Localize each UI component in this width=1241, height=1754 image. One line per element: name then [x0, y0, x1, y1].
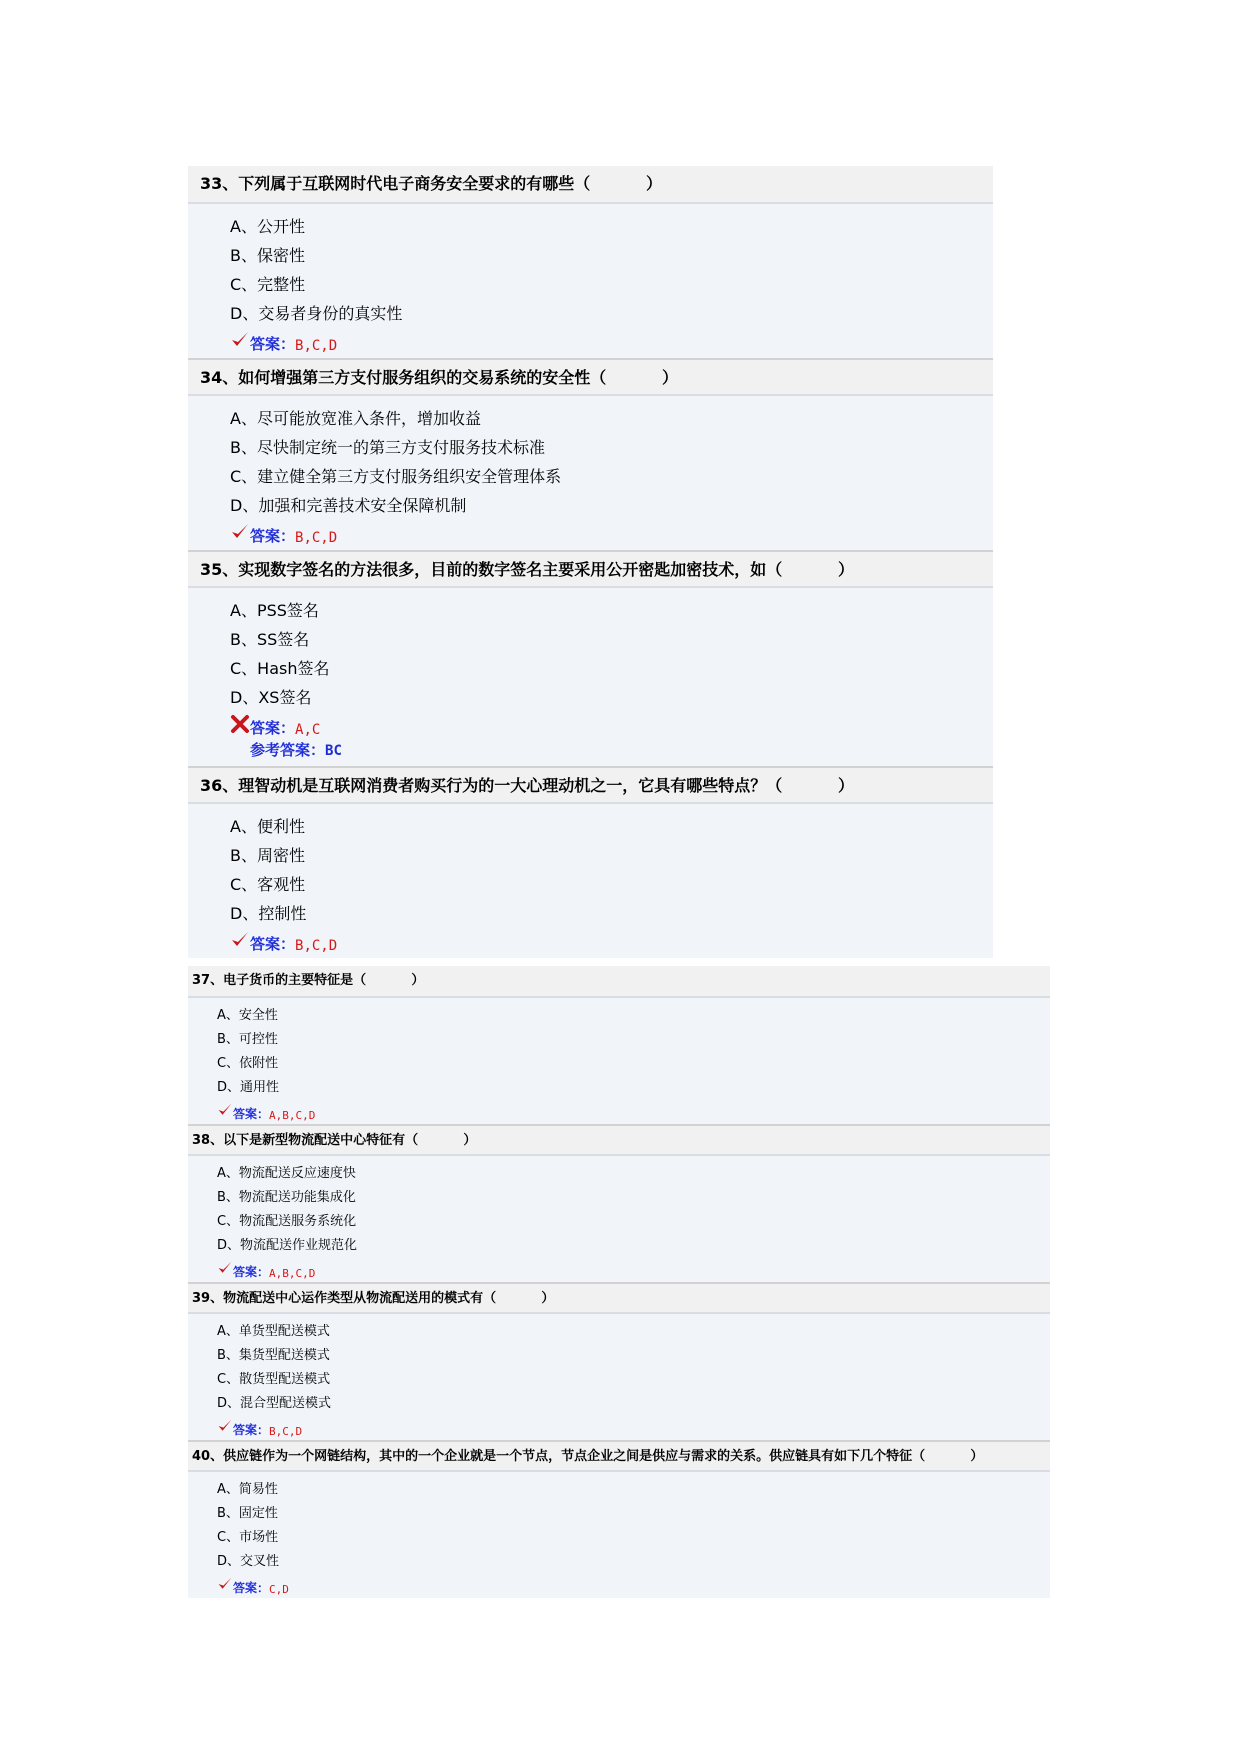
answer-line [217, 1258, 1050, 1280]
question-body [188, 588, 993, 766]
answer-label: 答案： [250, 935, 296, 953]
answer-value: A,B,C,D [269, 1267, 316, 1280]
question-item [188, 766, 993, 958]
question-body [188, 1156, 1050, 1282]
question-item [188, 166, 993, 358]
question-item [188, 358, 993, 550]
option-item: D、XS签名 [230, 688, 312, 707]
question-title: 38、以下是新型物流配送中心特征有（ ） [188, 1124, 1050, 1156]
option-item: A、PSS签名 [230, 601, 319, 620]
reference-answer-value: BC [325, 743, 342, 759]
answer-value: B,C,D [295, 338, 338, 354]
answer-label: 答案： [233, 1265, 270, 1279]
option-item: C、建立健全第三方支付服务组织安全管理体系 [230, 467, 562, 486]
option-item: C、物流配送服务系统化 [217, 1214, 357, 1229]
option-item: D、通用性 [217, 1080, 280, 1095]
question-body [188, 204, 993, 358]
option-item: B、固定性 [217, 1506, 278, 1521]
question-group-1 [188, 166, 993, 958]
cross-icon [230, 714, 250, 738]
option-item: D、交易者身份的真实性 [230, 304, 403, 323]
option-item: B、可控性 [217, 1032, 278, 1047]
question-body [188, 998, 1050, 1124]
answer-label: 答案： [250, 527, 296, 545]
answer-value: A,C [295, 722, 321, 738]
answer-label: 答案： [233, 1107, 270, 1121]
question-item [188, 1440, 1050, 1598]
option-item: C、依附性 [217, 1056, 279, 1071]
option-item: D、物流配送作业规范化 [217, 1238, 358, 1253]
question-item [188, 550, 993, 766]
option-item: B、SS签名 [230, 630, 310, 649]
question-title: 39、物流配送中心运作类型从物流配送用的模式有（ ） [188, 1282, 1050, 1314]
option-item: A、物流配送反应速度快 [217, 1166, 356, 1181]
option-item: B、尽快制定统一的第三方支付服务技术标准 [230, 438, 545, 457]
answer-line [217, 1574, 1050, 1596]
question-item [188, 1282, 1050, 1440]
answer-line [230, 928, 993, 954]
check-icon [217, 1102, 233, 1122]
answer-line [230, 712, 993, 738]
option-item: C、市场性 [217, 1530, 279, 1545]
answer-label: 答案： [233, 1423, 270, 1437]
answer-value: A,B,C,D [269, 1109, 316, 1122]
option-item: B、物流配送功能集成化 [217, 1190, 356, 1205]
reference-answer-line [230, 738, 993, 762]
option-item: A、单货型配送模式 [217, 1324, 330, 1339]
answer-value: B,C,D [295, 938, 338, 954]
option-item: A、简易性 [217, 1482, 278, 1497]
option-item: C、客观性 [230, 875, 306, 894]
question-item [188, 1124, 1050, 1282]
answer-line [230, 328, 993, 354]
check-icon [217, 1260, 233, 1280]
option-item: C、散货型配送模式 [217, 1372, 331, 1387]
question-body [188, 1472, 1050, 1598]
check-icon [230, 522, 250, 546]
answer-label: 答案： [250, 719, 296, 737]
answer-label: 答案： [233, 1581, 270, 1595]
question-title: 34、如何增强第三方支付服务组织的交易系统的安全性（ ） [188, 358, 993, 396]
question-group-2 [188, 966, 1050, 1598]
check-icon [230, 930, 250, 954]
answer-line [217, 1100, 1050, 1122]
answer-line [230, 520, 993, 546]
answer-value: C,D [269, 1583, 289, 1596]
option-item: A、公开性 [230, 217, 305, 236]
option-item: A、尽可能放宽准入条件，增加收益 [230, 409, 481, 428]
answer-label: 答案： [250, 335, 296, 353]
check-icon [230, 330, 250, 354]
option-item: C、完整性 [230, 275, 306, 294]
question-title: 40、供应链作为一个网链结构，其中的一个企业就是一个节点，节点企业之间是供应与需求的关系。供应链具有如下几个特征（ ） [188, 1440, 1050, 1472]
question-body [188, 804, 993, 958]
option-item: D、交叉性 [217, 1554, 280, 1569]
answer-value: B,C,D [295, 530, 338, 546]
reference-answer-label: 参考答案： [250, 741, 326, 759]
option-item: B、周密性 [230, 846, 305, 865]
option-item: D、混合型配送模式 [217, 1396, 332, 1411]
question-title: 37、电子货币的主要特征是（ ） [188, 966, 1050, 998]
option-item: A、便利性 [230, 817, 305, 836]
question-title: 33、下列属于互联网时代电子商务安全要求的有哪些（ ） [188, 166, 993, 204]
question-body [188, 1314, 1050, 1440]
check-icon [217, 1576, 233, 1596]
option-item: A、安全性 [217, 1008, 278, 1023]
option-item: D、控制性 [230, 904, 307, 923]
check-icon [217, 1418, 233, 1438]
option-item: B、保密性 [230, 246, 305, 265]
option-item: D、加强和完善技术安全保障机制 [230, 496, 467, 515]
question-title: 35、实现数字签名的方法很多，目前的数字签名主要采用公开密匙加密技术，如（ ） [188, 550, 993, 588]
question-item [188, 966, 1050, 1124]
question-body [188, 396, 993, 550]
question-title: 36、理智动机是互联网消费者购买行为的一大心理动机之一，它具有哪些特点？（ ） [188, 766, 993, 804]
option-item: B、集货型配送模式 [217, 1348, 330, 1363]
answer-line [217, 1416, 1050, 1438]
answer-value: B,C,D [269, 1425, 303, 1438]
option-item: C、Hash签名 [230, 659, 330, 678]
